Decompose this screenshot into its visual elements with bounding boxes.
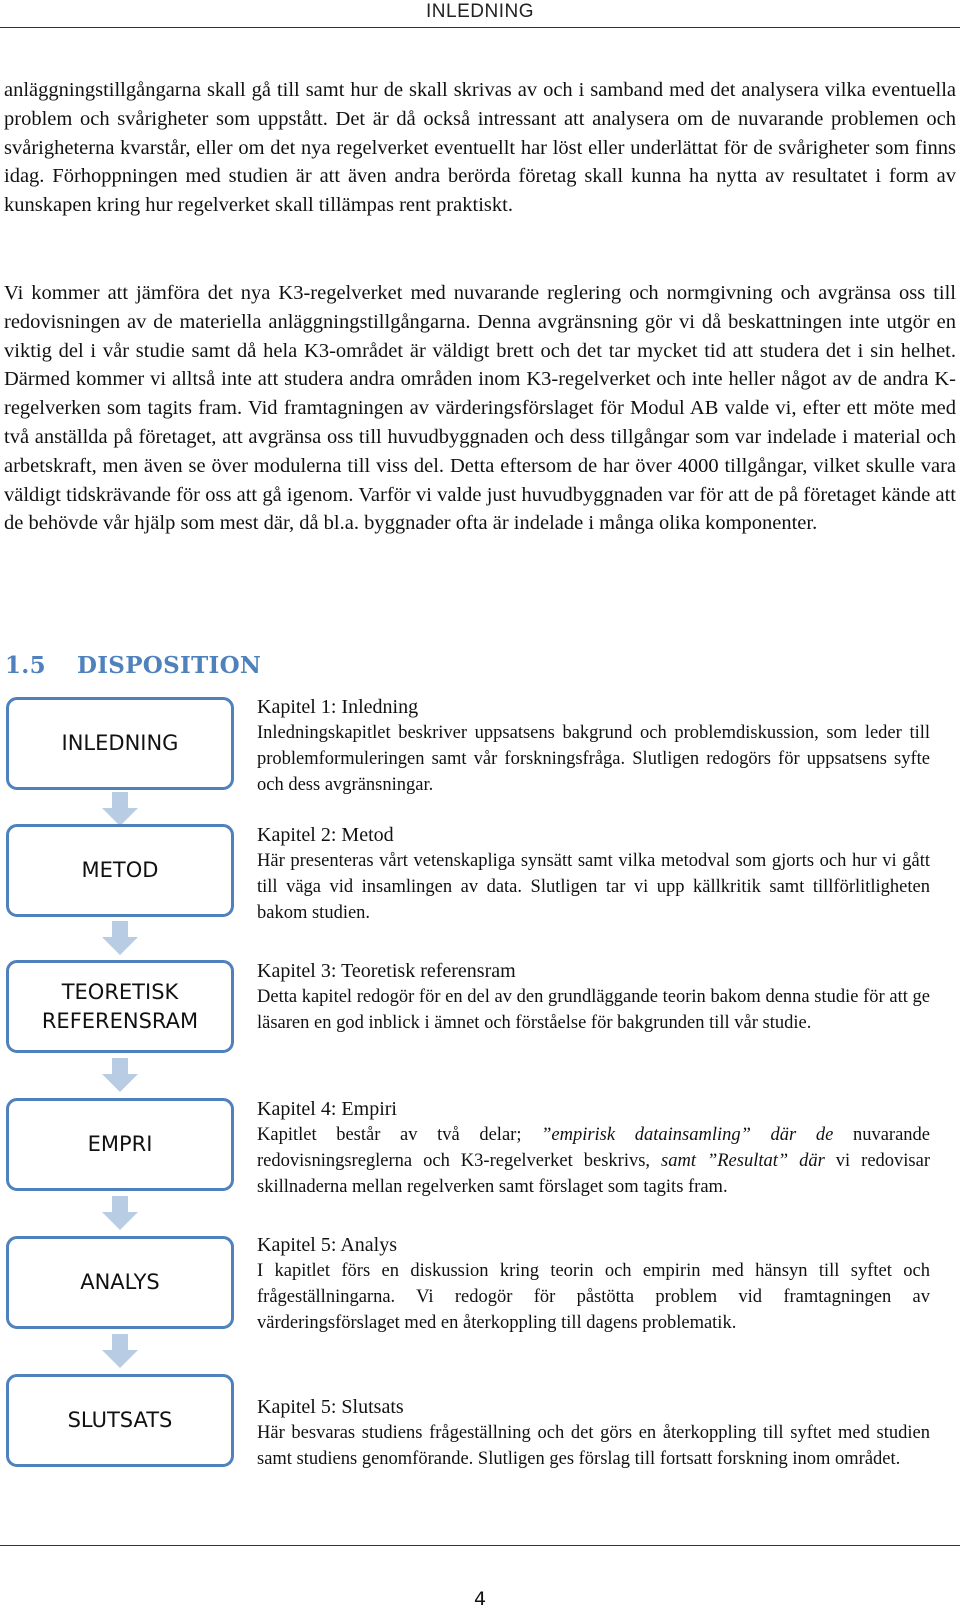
chapter-description: Här besvaras studiens frågeställning och det görs en återkoppling till syftet med studien samt studiens genomförande. Slutligen ges förslag till fortsatt forskning inom området.	[257, 1423, 930, 1469]
section-heading	[5, 652, 261, 679]
chapter-4	[257, 1096, 930, 1200]
desc-part: vi redovisar skillnaderna mellan regelverken samt förslaget som tagits fram.	[257, 1151, 931, 1197]
flow-box-label: SLUTSATS	[67, 1408, 173, 1432]
footer-rule	[0, 1545, 960, 1546]
arrow-down-icon	[100, 1058, 140, 1092]
chapter-description: Inledningskapitlet beskriver uppsatsens bakgrund och problemdiskussion, som leder till problemformuleringen samt vår forskningsfråga. Slutligen redogörs för uppsatsens syfte och dess avgränsningar.	[257, 723, 930, 795]
chapter-title: Kapitel 2: Metod	[257, 824, 394, 846]
flow-box-metod	[6, 824, 234, 917]
page-number: 4	[473, 1588, 487, 1610]
chapter-title: Kapitel 1: Inledning	[257, 696, 419, 718]
chapter-description: Här presenteras vårt vetenskapliga synsätt samt vilka metodval som gjorts och hur vi gått till väga vid insamlingen av data. Slutligen tar vi upp källkritik samt tillförlitligheten bakom studien.	[257, 851, 930, 923]
chapter-3	[257, 958, 930, 1036]
arrow-down-icon	[100, 792, 140, 826]
flow-box-teoretisk-referensram	[6, 960, 234, 1053]
flow-box-slutsats	[6, 1374, 234, 1467]
body-paragraph-2: Vi kommer att jämföra det nya K3-regelverket med nuvarande reglering och normgivning och avgränsa oss till redovisningen av de materiella anläggningstillgångarna. Denna avgränsning gör vi då beskattningen inte utgör en viktig del i vår studie samt då hela K3-området är väldigt brett och det tar mycket tid att studera det i sin helhet. Därmed kommer vi alltså inte att studera andra områden inom K3-regelverket och inte heller något av de andra K-regelverken som tagits fram. Vid framtagningen av värderingsförslaget för Modul AB valde vi, efter ett möte med två anställda på företaget, att avgränsa oss till huvudbyggnaden och dess tillgångar som var indelade i material och arbetskraft, men även se över modulerna till viss del. Detta eftersom de har över 4000 tillgångar, vilket skulle vara väldigt tidskrävande för oss att gå igenom. Varför vi valde just huvudbyggnaden var för att de på företaget kände att de behövde vår hjälp som mest där, då bl.a. byggnader ofta är indelade i många olika komponenter.	[4, 282, 956, 535]
chapter-title: Kapitel 4: Empiri	[257, 1098, 397, 1120]
arrow-down-icon	[100, 921, 140, 955]
chapter-2	[257, 822, 930, 926]
desc-part-italic: ”empirisk datainsamling” där de	[541, 1125, 834, 1145]
flow-box-inledning	[6, 697, 234, 790]
flow-box-label: ANALYS	[80, 1270, 160, 1294]
chapter-6	[257, 1394, 930, 1472]
flow-box-label: METOD	[81, 858, 159, 882]
chapter-title: Kapitel 5: Analys	[257, 1234, 397, 1256]
section-title: DISPOSITION	[77, 652, 262, 679]
chapter-description: I kapitlet förs en diskussion kring teorin och empirin med hänsyn till syftet och frågeställningarna. Vi redogör för påstötta problem vid framtagningen av värderingsförslaget med en återkoppling till dagens problematik.	[257, 1261, 930, 1333]
chapter-1	[257, 694, 930, 798]
chapter-title: Kapitel 5: Slutsats	[257, 1396, 404, 1418]
running-header: INLEDNING	[426, 1, 534, 22]
arrow-down-icon	[100, 1334, 140, 1368]
desc-part: nuvarande redovisningsreglerna och K3-regelverket beskrivs,	[257, 1125, 930, 1171]
desc-part: Kapitlet består av två delar;	[257, 1125, 542, 1145]
body-paragraph-1: anläggningstillgångarna skall gå till samt hur de skall skrivas av och i samband med det analysera vilka eventuella problem och svårigheter som uppstått. Det är då också intressant att analysera om de nuvarande problemen och svårigheterna kvarstår, eller om det nya regelverket eventuellt har löst eller underlättat för de svårigheter som finns idag. Förhoppningen med studien är att även andra berörda företag skall kunna ha nytta av resultatet i form av kunskapen kring hur regelverket skall tillämpas rent praktiskt.	[4, 79, 956, 217]
arrow-down-icon	[100, 1196, 140, 1230]
chapter-5	[257, 1232, 930, 1336]
header-rule	[0, 27, 960, 28]
flow-box-label: INLEDNING	[61, 731, 179, 755]
desc-part-italic: samt ”Resultat” där	[661, 1151, 825, 1171]
chapter-description	[257, 1122, 930, 1200]
section-number: 1.5	[5, 652, 46, 679]
flow-box-label: TEORETISK REFERENSRAM	[41, 979, 199, 1033]
flow-box-empri	[6, 1098, 234, 1191]
flow-box-analys	[6, 1236, 234, 1329]
chapter-title: Kapitel 3: Teoretisk referensram	[257, 960, 516, 982]
chapter-description: Detta kapitel redogör för en del av den grundläggande teorin bakom denna studie för att ge läsaren en god inblick i ämnet och förståelse för bakgrunden till vår studie.	[257, 987, 930, 1033]
flow-box-label: EMPRI	[87, 1132, 153, 1156]
